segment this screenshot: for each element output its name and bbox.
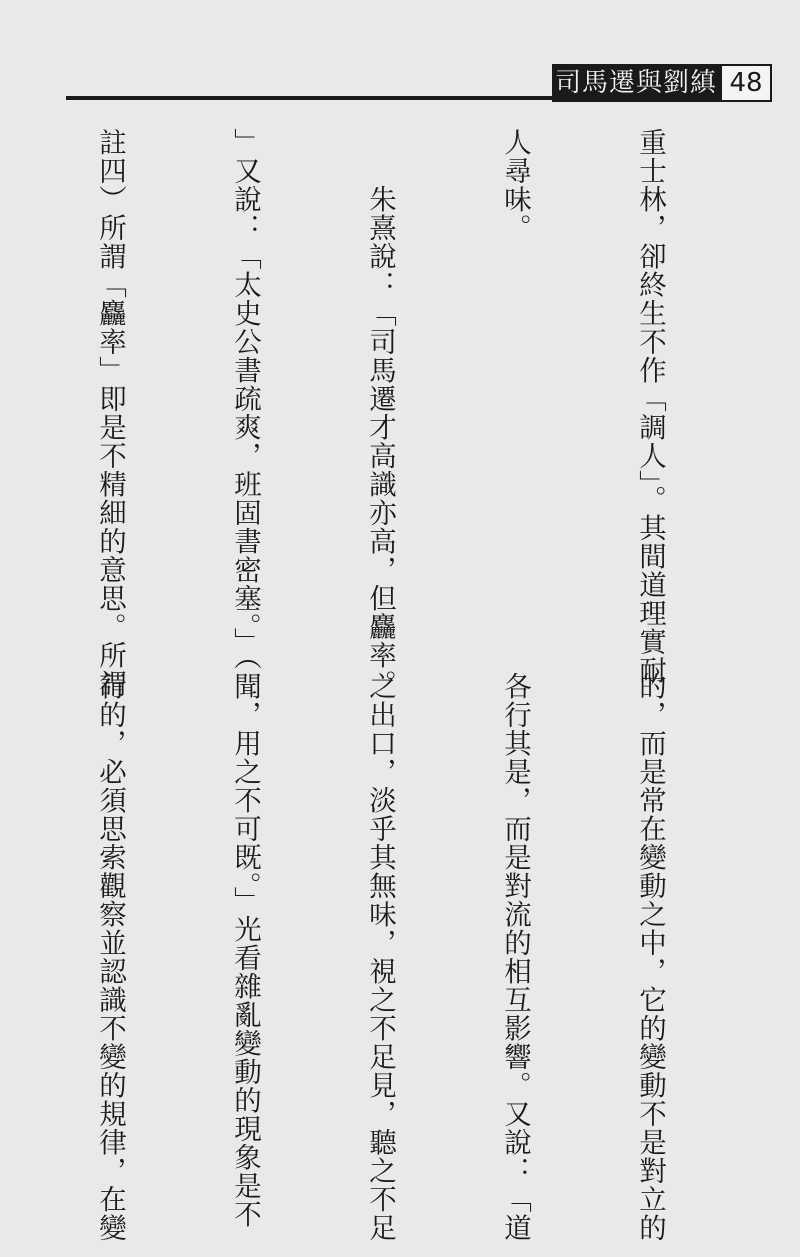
text-line: 的，而是常在變動之中，它的變動不是對立的 xyxy=(634,672,666,1242)
text-line: 之出口，淡乎其無味，視之不足見，聽之不足 xyxy=(364,672,396,1242)
lower-text-block xyxy=(0,672,762,1242)
text-line: 朱熹說：「司馬遷才高識亦高，但麤率。 xyxy=(364,128,396,698)
text-line: 註四）所謂「麤率」即是不精細的意思。所謂 xyxy=(94,128,126,698)
text-line: 聞，用之不可既。」光看雜亂變動的現象是不 xyxy=(229,672,261,1229)
running-title: 司馬遷與劉縝 xyxy=(552,64,720,102)
text-line: 人尋味。 xyxy=(499,128,531,242)
page-number: 48 xyxy=(720,64,772,102)
text-line: 各行其是，而是對流的相互影響。又說：「道 xyxy=(499,672,531,1242)
upper-text-block xyxy=(0,128,762,698)
text-line: 」又說：「太史公書疏爽，班固書密塞。」（ xyxy=(229,128,261,671)
header-rule xyxy=(66,96,552,100)
text-line: 重士林，卻終生不作「調人」。其間道理實耐 xyxy=(634,128,666,685)
text-line: 行的，必須思索觀察並認識不變的規律，在變 xyxy=(94,672,126,1242)
